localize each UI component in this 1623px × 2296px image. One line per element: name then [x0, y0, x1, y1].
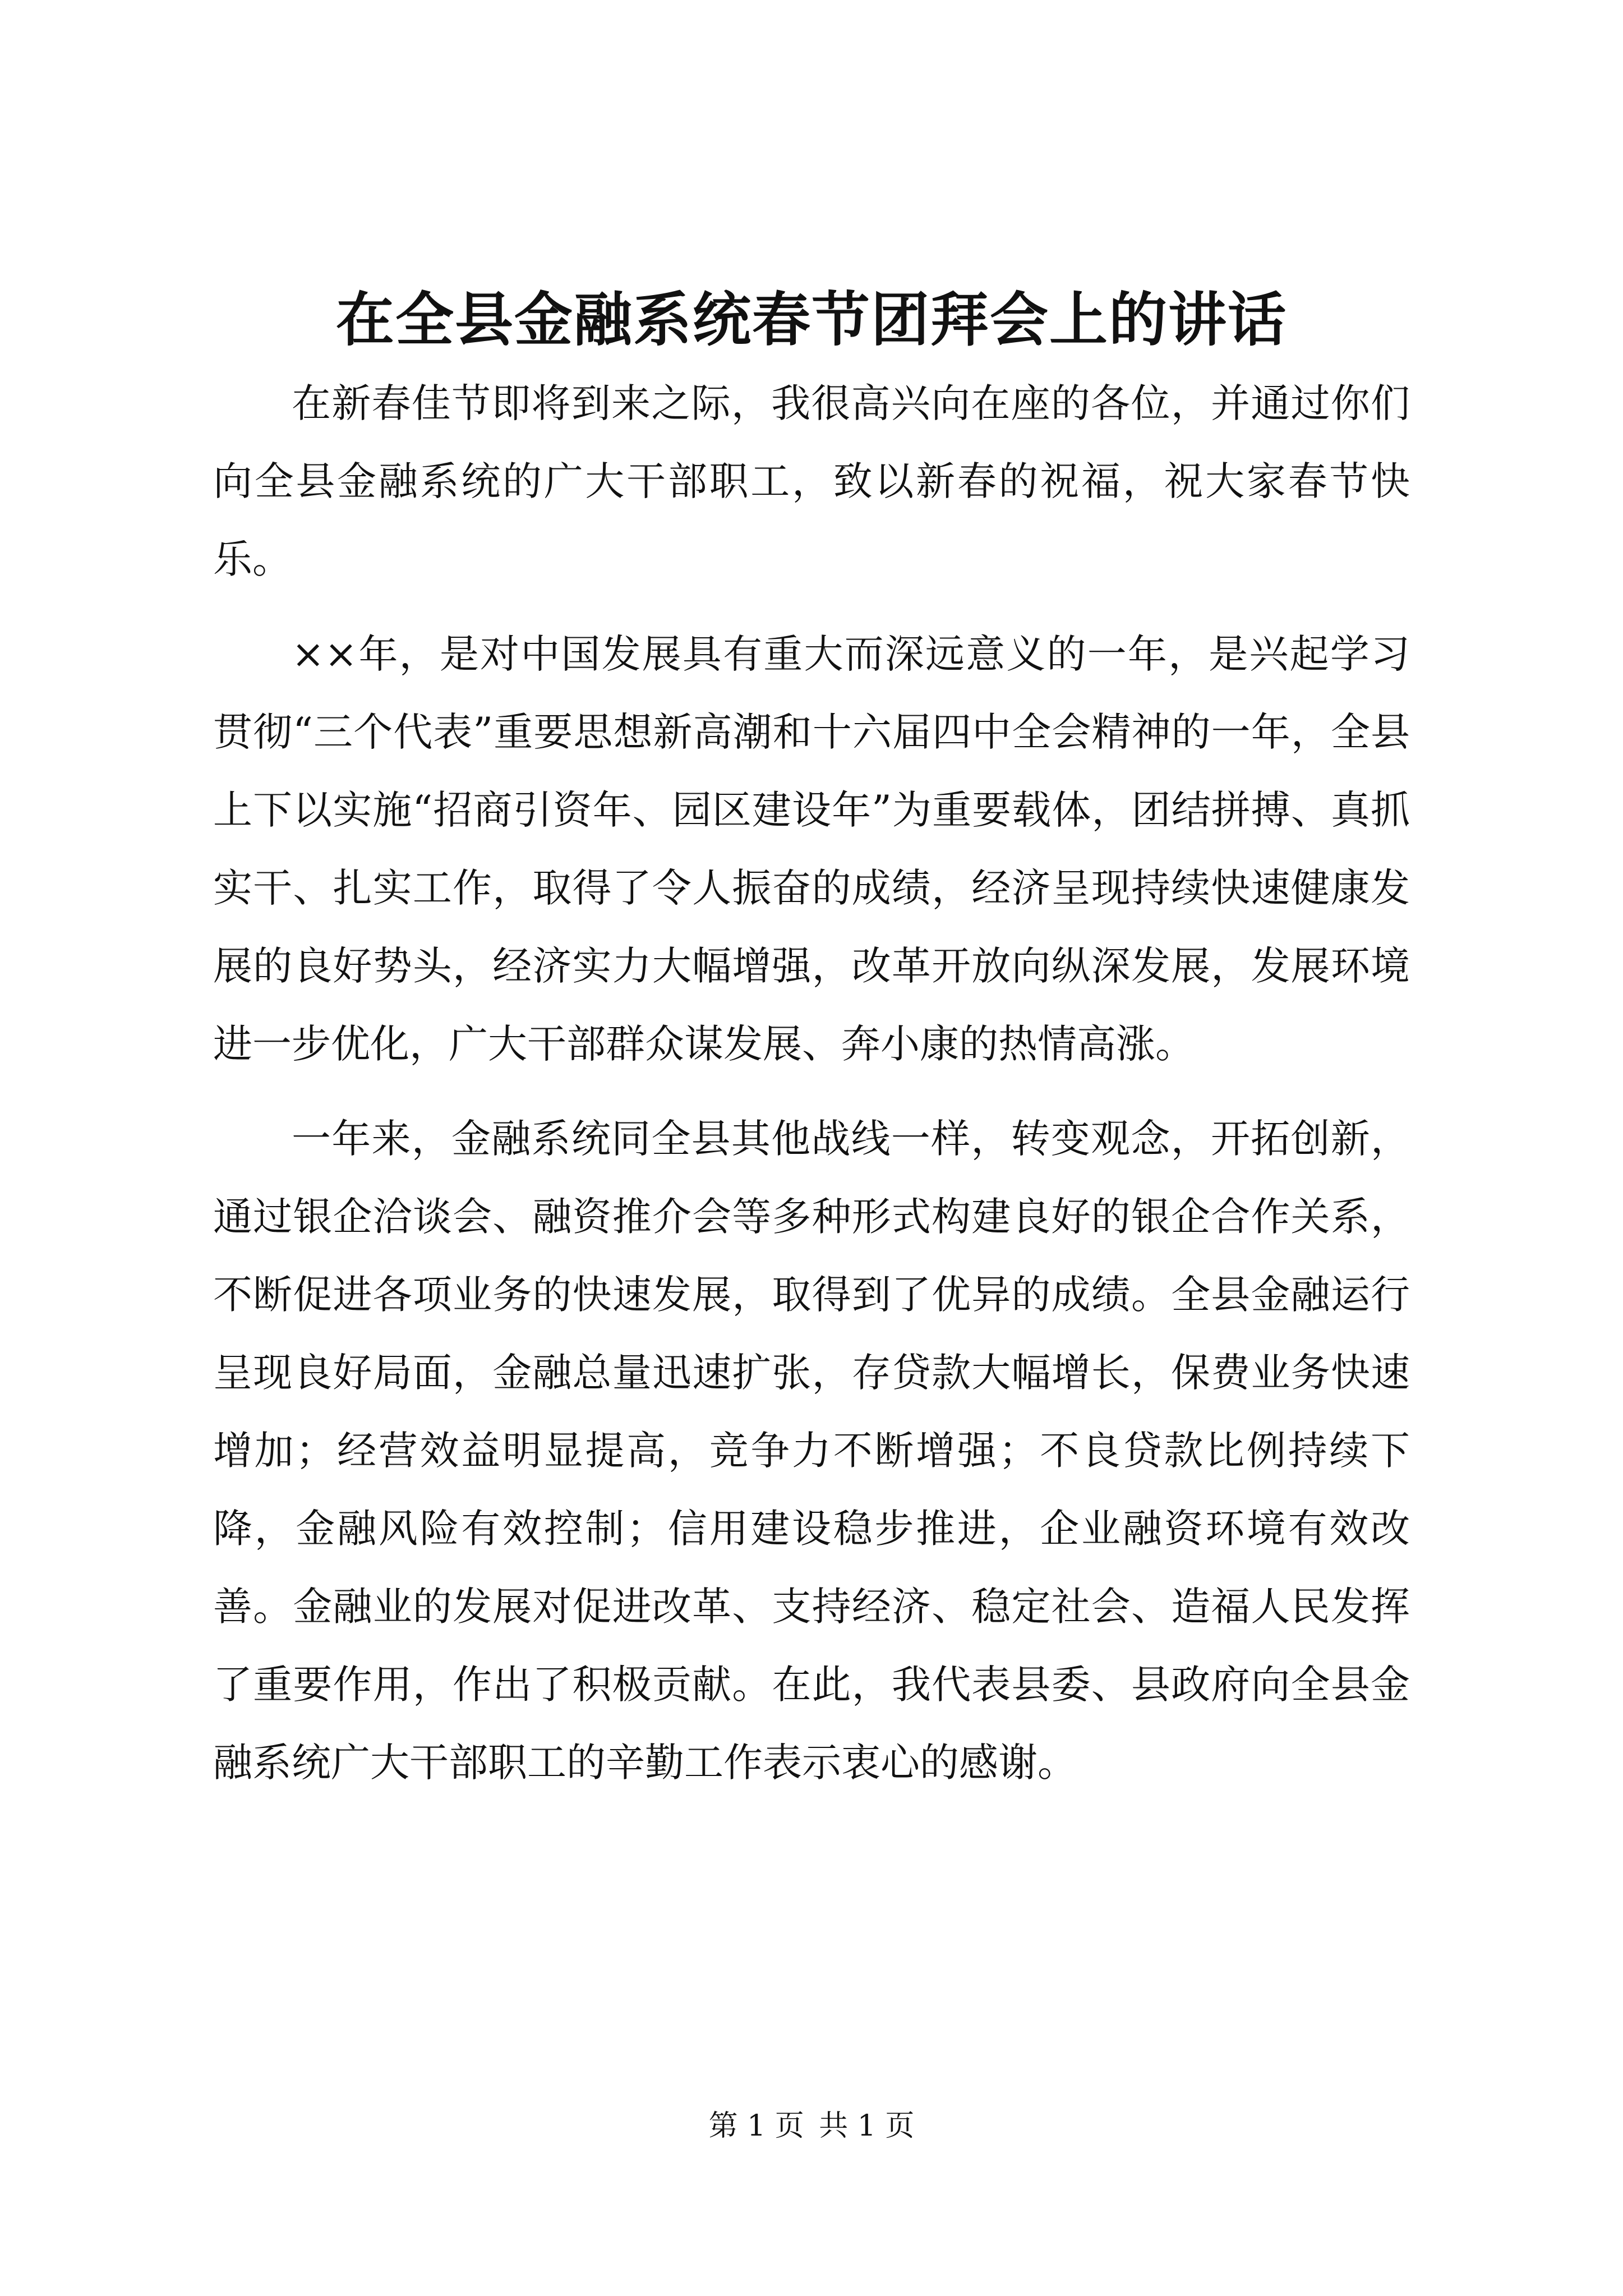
document-body	[213, 365, 1410, 1819]
document-title: 在全县金融系统春节团拜会上的讲话	[335, 285, 1287, 354]
page-number-current: 第 1 页	[708, 2109, 804, 2143]
page-footer	[0, 2106, 1623, 2146]
paragraph-3: 一年来，金融系统同全县其他战线一样，转变观念，开拓创新，通过银企洽谈会、融资推介会等多种形式构建良好的银企合作关系，不断促进各项业务的快速发展，取得到了优异的成绩。全县金融运行呈现良好局面，金融总量迅速扩张，存贷款大幅增长，保费业务快速增加；经营效益明显提高，竞争力不断增强；不良贷款比例持续下降，金融风险有效控制；信用建设稳步推进，企业融资环境有效改善。金融业的发展对促进改革、支持经济、稳定社会、造福人民发挥了重要作用，作出了积极贡献。在此，我代表县委、县政府向全县金融系统广大干部职工的辛勤工作表示衷心的感谢。	[213, 1116, 1410, 1786]
paragraph-1: 在新春佳节即将到来之际，我很高兴向在座的各位，并通过你们向全县金融系统的广大干部职工，致以新春的祝福，祝大家春节快乐。	[213, 380, 1410, 582]
page-number-total: 共 1 页	[819, 2109, 915, 2143]
paragraph-2: ××年，是对中国发展具有重大而深远意义的一年，是兴起学习贯彻“三个代表”重要思想新高潮和十六届四中全会精神的一年，全县上下以实施“招商引资年、园区建设年”为重要载体，团结拼搏、真抓实干、扎实工作，取得了令人振奋的成绩，经济呈现持续快速健康发展的良好势头，经济实力大幅增强，改革开放向纵深发展，发展环境进一步优化，广大干部群众谋发展、奔小康的热情高涨。	[213, 631, 1410, 1067]
